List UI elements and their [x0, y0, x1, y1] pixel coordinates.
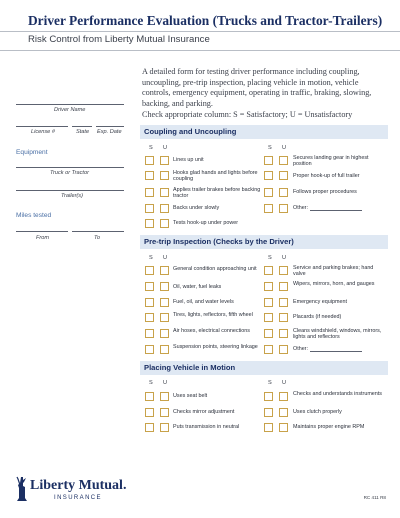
equipment-heading: Equipment: [16, 149, 48, 156]
s-checkbox[interactable]: [145, 171, 154, 180]
checklist-item: Follows proper procedures: [293, 189, 357, 195]
s-checkbox[interactable]: [264, 345, 273, 354]
s-checkbox[interactable]: [145, 408, 154, 417]
license-field[interactable]: [16, 126, 68, 127]
u-checkbox[interactable]: [279, 171, 288, 180]
u-checkbox[interactable]: [279, 329, 288, 338]
u-checkbox[interactable]: [279, 423, 288, 432]
s-col-label: S: [149, 380, 153, 386]
checklist-item: Tires, lights, reflectors, fifth wheel: [173, 312, 253, 318]
s-col-label: S: [268, 145, 272, 151]
u-checkbox[interactable]: [279, 282, 288, 291]
checklist-item: Proper hook-up of full trailer: [293, 173, 360, 179]
checklist-item: Secures landing gear in highest position: [293, 155, 369, 168]
section-heading-coupling: Coupling and Uncoupling: [140, 125, 388, 139]
u-checkbox[interactable]: [279, 345, 288, 354]
s-checkbox[interactable]: [145, 345, 154, 354]
u-col-label: U: [163, 145, 168, 151]
s-checkbox[interactable]: [264, 204, 273, 213]
s-checkbox[interactable]: [145, 392, 154, 401]
checklist-item: Puts transmission in neutral: [173, 424, 240, 430]
u-checkbox[interactable]: [279, 298, 288, 307]
s-checkbox[interactable]: [264, 266, 273, 275]
u-checkbox[interactable]: [160, 345, 169, 354]
subtitle-divider: [0, 50, 400, 51]
checklist-item: Cleans windshield, windows, mirrors, lights and reflectors: [293, 328, 382, 341]
other-fill-in-line[interactable]: [310, 351, 362, 352]
s-checkbox[interactable]: [264, 392, 273, 401]
u-checkbox[interactable]: [160, 219, 169, 228]
section-heading-placing: Placing Vehicle in Motion: [140, 361, 388, 375]
exp-date-field[interactable]: [96, 126, 124, 127]
u-col-label: U: [282, 255, 287, 261]
checklist-item: Maintains proper engine RPM: [293, 424, 365, 430]
u-checkbox[interactable]: [160, 408, 169, 417]
checklist-item: Tests hook-up under power: [173, 220, 239, 226]
u-checkbox[interactable]: [160, 313, 169, 322]
checklist-item: Suspension points, steering linkage: [173, 344, 258, 350]
driver-name-label: Driver Name: [54, 107, 86, 113]
u-col-label: U: [163, 255, 168, 261]
checklist-item: General condition approaching unit: [173, 266, 257, 272]
to-field[interactable]: [72, 231, 124, 232]
page-title: Driver Performance Evaluation (Trucks and Tractor-Trailers): [28, 13, 383, 28]
checklist-item: Emergency equipment: [293, 299, 347, 305]
u-checkbox[interactable]: [160, 188, 169, 197]
checklist-item: Lines up unit: [173, 157, 204, 163]
u-checkbox[interactable]: [160, 171, 169, 180]
s-checkbox[interactable]: [145, 204, 154, 213]
s-col-label: S: [149, 145, 153, 151]
other-label: Other:: [293, 346, 308, 352]
u-checkbox[interactable]: [160, 392, 169, 401]
checklist-item: Wipers, mirrors, horn, and gauges: [293, 281, 375, 287]
miles-tested-heading: Miles tested: [16, 212, 52, 219]
truck-field[interactable]: [16, 167, 124, 168]
u-checkbox[interactable]: [160, 266, 169, 275]
u-checkbox[interactable]: [279, 408, 288, 417]
checklist-item: Checks mirror adjustment: [173, 409, 235, 415]
checklist-item: Uses seat belt: [173, 393, 208, 399]
form-code: RC 411 R8: [363, 495, 386, 500]
s-col-label: S: [268, 380, 272, 386]
section-heading-pretrip: Pre-trip Inspection (Checks by the Driver): [140, 235, 388, 249]
license-label: License #: [31, 129, 55, 135]
other-item: [293, 346, 383, 352]
u-checkbox[interactable]: [279, 204, 288, 213]
s-checkbox[interactable]: [145, 266, 154, 275]
s-checkbox[interactable]: [264, 313, 273, 322]
checklist-item: Air hoses, electrical connections: [173, 328, 251, 334]
u-checkbox[interactable]: [160, 282, 169, 291]
u-checkbox[interactable]: [279, 188, 288, 197]
s-checkbox[interactable]: [145, 156, 154, 165]
s-checkbox[interactable]: [264, 282, 273, 291]
from-label: From: [36, 235, 50, 241]
state-field[interactable]: [72, 126, 92, 127]
u-checkbox[interactable]: [279, 266, 288, 275]
other-label: Other:: [293, 205, 308, 211]
checklist-item: Oil, water, fuel leaks: [173, 284, 222, 290]
u-checkbox[interactable]: [279, 313, 288, 322]
u-checkbox[interactable]: [160, 298, 169, 307]
u-checkbox[interactable]: [160, 204, 169, 213]
s-col-label: S: [268, 255, 272, 261]
u-checkbox[interactable]: [279, 156, 288, 165]
s-checkbox[interactable]: [145, 313, 154, 322]
driver-name-field[interactable]: [16, 104, 124, 105]
check-key: Check appropriate column: S = Satisfactory; U = Unsatisfactory: [142, 110, 353, 119]
statue-of-liberty-icon: [14, 476, 30, 502]
s-checkbox[interactable]: [264, 298, 273, 307]
s-checkbox[interactable]: [264, 188, 273, 197]
page-subtitle: Risk Control from Liberty Mutual Insurance: [28, 34, 210, 45]
to-label: To: [94, 235, 101, 241]
checklist-item: Hooks glad hands and lights before coupling: [173, 170, 258, 183]
intro-text: A detailed form for testing driver performance including coupling, uncoupling, pre-trip inspection, placing vehicle in motion, vehicle controls, emergency equipment, operating in traffic, braking, slowing, backing, and parking.: [142, 67, 372, 108]
brand-logo-subtitle: INSURANCE: [54, 495, 102, 501]
s-checkbox[interactable]: [264, 156, 273, 165]
u-checkbox[interactable]: [160, 329, 169, 338]
s-checkbox[interactable]: [264, 171, 273, 180]
truck-label: Truck or Tractor: [50, 170, 89, 176]
title-divider: [0, 31, 400, 32]
s-checkbox[interactable]: [145, 329, 154, 338]
u-col-label: U: [282, 145, 287, 151]
checklist-item: Backs under slowly: [173, 205, 220, 211]
trailers-field[interactable]: [16, 190, 124, 191]
brand-logo-name: Liberty Mutual.: [30, 478, 127, 493]
other-fill-in-line[interactable]: [310, 210, 362, 211]
other-item: [293, 205, 383, 211]
checklist-item: Fuel, oil, and water levels: [173, 299, 234, 305]
u-col-label: U: [163, 380, 168, 386]
checklist-item: Uses clutch properly: [293, 409, 342, 415]
exp-date-label: Exp. Date: [97, 129, 122, 135]
s-checkbox[interactable]: [264, 423, 273, 432]
state-label: State: [76, 129, 90, 135]
checklist-item: Applies trailer brakes before backing tractor: [173, 187, 261, 200]
s-checkbox[interactable]: [145, 423, 154, 432]
s-checkbox[interactable]: [145, 282, 154, 291]
s-checkbox[interactable]: [145, 219, 154, 228]
s-checkbox[interactable]: [264, 329, 273, 338]
u-checkbox[interactable]: [160, 156, 169, 165]
s-col-label: S: [149, 255, 153, 261]
checklist-item: Checks and understands instruments: [293, 391, 382, 397]
from-field[interactable]: [16, 231, 68, 232]
u-checkbox[interactable]: [279, 392, 288, 401]
s-checkbox[interactable]: [264, 408, 273, 417]
trailers-label: Trailer(s): [61, 193, 83, 199]
checklist-item: Placards (if needed): [293, 314, 342, 320]
s-checkbox[interactable]: [145, 298, 154, 307]
checklist-item: Service and parking brakes; hand valve: [293, 265, 374, 278]
u-checkbox[interactable]: [160, 423, 169, 432]
u-col-label: U: [282, 380, 287, 386]
s-checkbox[interactable]: [145, 188, 154, 197]
